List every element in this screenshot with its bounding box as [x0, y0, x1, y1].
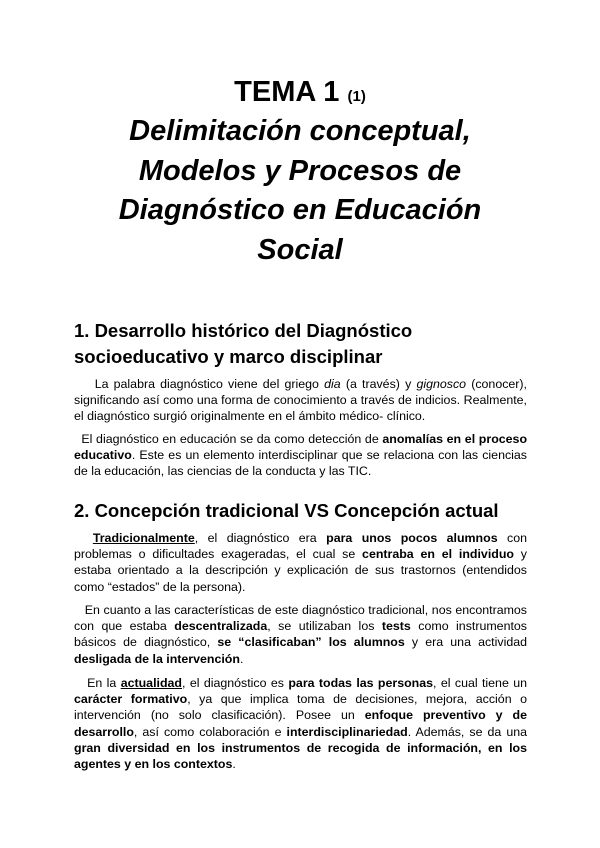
page-subtitle [0, 112, 600, 270]
text-run: (conocer), significando así como una forma de conocimiento a través de indicios. Realmente, el diagnóstico surgió originalmente en el ámbito médico- clínico. [74, 377, 527, 424]
bold-underlined-term: actualidad [120, 676, 182, 690]
text-run: , ya que implica toma de decisiones, mejora, acción o intervención (no solo clasificación). Posee un [74, 692, 527, 723]
text-run: En la [87, 676, 121, 690]
subtitle-line: Diagnóstico en Educación [118, 194, 482, 226]
bold-term: anomalías en el proceso educativo [74, 432, 528, 463]
paragraph-origin [74, 376, 527, 425]
bold-term: para todas las personas [288, 676, 434, 690]
text-run: como instrumentos básicos de diagnóstico, [74, 619, 527, 650]
bold-term: gran diversidad en los instrumentos de recogida de información, en los agentes y en los contextos [74, 740, 527, 772]
text-run: , el diagnóstico era [194, 531, 327, 545]
bold-term: centraba en el individuo [362, 547, 514, 562]
text-run: . Además, se da una [407, 724, 528, 739]
bold-term: tests [381, 619, 411, 634]
subtitle-line: Modelos y Procesos de [138, 154, 462, 187]
subtitle-line: Social [257, 233, 343, 266]
text-run: , así como colaboración e [133, 724, 287, 739]
heading-line: 1. Desarrollo histórico del Diagnóstico [74, 320, 413, 341]
text-run: (a través) y [340, 377, 417, 391]
bold-term: se “clasificaban” los alumnos [217, 635, 405, 650]
paragraph-characteristics [74, 602, 527, 667]
paragraph-education [74, 431, 527, 480]
text-run: , se utilizaban los [267, 619, 382, 634]
bold-term: descentralizada [174, 619, 268, 634]
subtitle-line: Delimitación conceptual, [129, 115, 471, 147]
heading-line: socioeducativo y marco disciplinar [74, 346, 383, 367]
text-run: con problemas o dificultades exageradas, el cual se [74, 531, 527, 562]
italic-term: gignosco [416, 377, 467, 391]
text-run: , el diagnóstico es [182, 676, 289, 690]
text-run: y era una actividad [404, 635, 528, 650]
paragraph-current [74, 675, 527, 772]
text-run: En cuanto a las características de este diagnóstico tradicional, nos encontramos con que estaba [74, 603, 527, 634]
title-number: (1) [347, 88, 366, 105]
bold-term: desligada de la intervención [74, 651, 240, 666]
text-run: El diagnóstico en educación se da como detección de [81, 432, 383, 446]
italic-term: dia [324, 377, 341, 391]
bold-term: para unos pocos alumnos [326, 531, 498, 545]
bold-term: interdisciplinariedad [286, 724, 408, 739]
paragraph-traditional [74, 530, 527, 595]
section-2-heading: 2. Concepción tradicional VS Concepción actual [74, 500, 499, 521]
bold-term: enfoque preventivo y de desarrollo [74, 708, 527, 739]
page-title [0, 74, 600, 115]
text-run: y estaba orientado a la descripción y explicación de sus trastornos (entendidos como “estados” de la persona). [74, 547, 527, 594]
bold-underlined-term: Tradicionalmente [92, 531, 195, 545]
text-run: La palabra diagnóstico viene del griego [94, 377, 325, 391]
text-run: , el cual tiene un [433, 676, 527, 690]
title-main: TEMA 1 [234, 76, 340, 108]
text-run: . [232, 757, 236, 772]
bold-term: carácter formativo [74, 692, 188, 707]
text-run: . [239, 651, 244, 666]
section-1-heading [74, 318, 534, 370]
text-run: . Este es un elemento interdisciplinar que se relaciona con las ciencias de la educación, las ciencias de la conducta y las TIC. [74, 448, 527, 479]
